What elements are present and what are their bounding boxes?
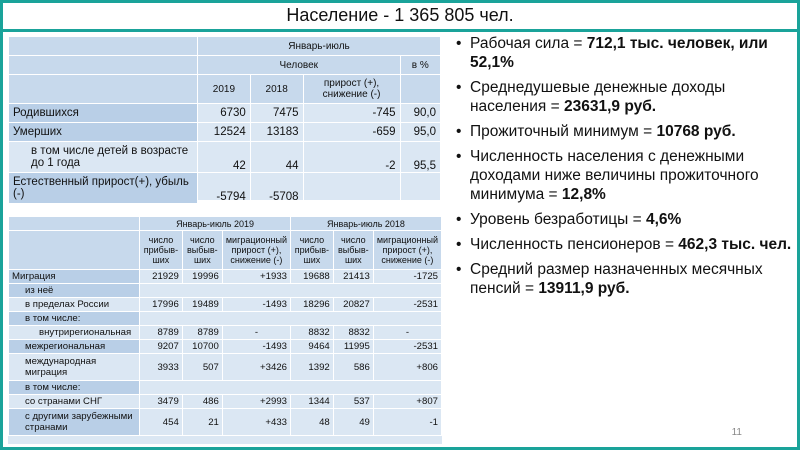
cell: 10700 — [182, 340, 222, 354]
cell: 9464 — [291, 340, 334, 354]
cell: +433 — [222, 409, 290, 436]
cell: 21413 — [333, 270, 373, 284]
cell: 9207 — [140, 340, 183, 354]
cell-2018: 7475 — [250, 104, 303, 123]
cell: +806 — [373, 354, 441, 381]
corner-cell — [9, 231, 140, 270]
cell: -1725 — [373, 270, 441, 284]
group-2018-header: Январь-июль 2018 — [291, 217, 442, 231]
row-label: со странами СНГ — [9, 395, 140, 409]
bullet-text: Средний размер назначенных месячных пенсий = — [470, 261, 763, 297]
table-row — [9, 326, 442, 340]
list-item — [470, 210, 792, 229]
bullet-value: 462,3 тыс. чел. — [678, 236, 792, 253]
cell: 3933 — [140, 354, 183, 381]
table-row — [9, 298, 442, 312]
row-label: Миграция — [9, 270, 140, 284]
cell-2018: -5708 — [250, 173, 303, 204]
group-2019-header: Январь-июль 2019 — [140, 217, 291, 231]
cell-pct: 95,0 — [400, 123, 440, 142]
arrived-header: число прибыв-ших — [140, 231, 183, 270]
table-row — [9, 381, 442, 395]
migration-table — [8, 216, 442, 444]
empty-cell — [140, 312, 442, 326]
cell-delta: -745 — [303, 104, 400, 123]
corner-cell — [9, 56, 198, 75]
cell-2019: 12524 — [198, 123, 251, 142]
empty-cell — [140, 381, 442, 395]
bullet-text: Численность пенсионеров = — [470, 236, 679, 253]
cell: 49 — [333, 409, 373, 436]
list-item — [470, 260, 792, 298]
cell: 20827 — [333, 298, 373, 312]
natural-movement-table — [8, 36, 441, 203]
cell: 586 — [333, 354, 373, 381]
table-row — [9, 409, 442, 436]
table-row — [9, 354, 442, 381]
col-percent-header: в % — [400, 56, 440, 75]
cell: 8832 — [333, 326, 373, 340]
row-label: международная миграция — [9, 354, 140, 381]
cell-pct: 90,0 — [400, 104, 440, 123]
cell: 8789 — [182, 326, 222, 340]
bullet-value: 23631,9 руб. — [563, 98, 657, 115]
col-group-header: Январь-июль — [198, 37, 441, 56]
bullet-value: 4,6% — [645, 211, 682, 228]
cell: 19688 — [291, 270, 334, 284]
list-item — [470, 235, 792, 254]
row-label: Умерших — [9, 123, 198, 142]
bullet-value: 10768 руб. — [656, 123, 736, 140]
cell-2018: 44 — [250, 142, 303, 173]
row-label: Родившихся — [9, 104, 198, 123]
bullet-text: Среднедушевые денежные доходы населения = — [470, 79, 726, 115]
table-row — [9, 123, 441, 142]
table-row — [9, 142, 441, 173]
migration-header: миграционный прирост (+), снижение (-) — [222, 231, 290, 270]
page-number: 11 — [731, 427, 742, 438]
cell: -1493 — [222, 298, 290, 312]
bullet-text: Численность населения с денежными доходами ниже величины прожиточного минимума = — [470, 148, 759, 203]
table-row — [9, 340, 442, 354]
cell: 19996 — [182, 270, 222, 284]
cell: -1493 — [222, 340, 290, 354]
table-row — [9, 104, 441, 123]
delta-header: прирост (+), снижение (-) — [303, 75, 400, 104]
bullet-value: 712,1 тыс. человек, или 52,1% — [470, 35, 768, 71]
row-label: межрегиональная — [9, 340, 140, 354]
row-label: в том числе детей в возрасте до 1 года — [9, 142, 198, 173]
row-label: в том числе: — [9, 381, 140, 395]
corner-cell — [9, 37, 198, 56]
cell: -2531 — [373, 340, 441, 354]
arrived-header: число прибыв-ших — [291, 231, 334, 270]
row-label: в том числе: — [9, 312, 140, 326]
cell: +3426 — [222, 354, 290, 381]
cell: 18296 — [291, 298, 334, 312]
table-row — [9, 284, 442, 298]
list-item — [470, 78, 792, 116]
cell: 17996 — [140, 298, 183, 312]
cell: 11995 — [333, 340, 373, 354]
cell-delta: -659 — [303, 123, 400, 142]
bullet-text: Прожиточный минимум = — [470, 123, 657, 140]
empty-cell — [140, 284, 442, 298]
bullet-text: Рабочая сила = — [470, 35, 587, 52]
cell: - — [373, 326, 441, 340]
year-2018-header: 2018 — [250, 75, 303, 104]
slide-title: Население - 1 365 805 чел. — [286, 5, 514, 25]
table-row — [9, 173, 441, 204]
row-label: с другими зарубежными странами — [9, 409, 140, 436]
indicator-list — [454, 34, 792, 304]
cell: 454 — [140, 409, 183, 436]
cell-delta — [303, 173, 400, 204]
departed-header: число выбыв-ших — [333, 231, 373, 270]
title-divider — [3, 29, 797, 32]
cell: 21929 — [140, 270, 183, 284]
list-item — [470, 147, 792, 204]
bullet-value: 12,8% — [561, 186, 606, 203]
cell: 19489 — [182, 298, 222, 312]
cell: 1344 — [291, 395, 334, 409]
migration-header: миграционный прирост (+), снижение (-) — [373, 231, 441, 270]
cell: 537 — [333, 395, 373, 409]
cell-2019: -5794 — [198, 173, 251, 204]
bullet-value: 13911,9 руб. — [538, 280, 630, 297]
cell: 21 — [182, 409, 222, 436]
corner-cell — [9, 75, 198, 104]
percent-subheader — [400, 75, 440, 104]
row-label: в пределах России — [9, 298, 140, 312]
cell-2019: 42 — [198, 142, 251, 173]
departed-header: число выбыв-ших — [182, 231, 222, 270]
cell-2018: 13183 — [250, 123, 303, 142]
row-label: внутрирегиональная — [9, 326, 140, 340]
cell: -1 — [373, 409, 441, 436]
table-row — [9, 312, 442, 326]
cell: - — [222, 326, 290, 340]
cell: 486 — [182, 395, 222, 409]
cell: 48 — [291, 409, 334, 436]
row-label: Естественный прирост(+), убыль (-) — [9, 173, 198, 204]
bullet-text: Уровень безработицы = — [470, 211, 646, 228]
cell: 8789 — [140, 326, 183, 340]
cell-pct: 95,5 — [400, 142, 440, 173]
cell: -2531 — [373, 298, 441, 312]
corner-cell — [9, 217, 140, 231]
cell-2019: 6730 — [198, 104, 251, 123]
row-label: из неё — [9, 284, 140, 298]
cell: 3479 — [140, 395, 183, 409]
list-item — [470, 122, 792, 141]
col-people-header: Человек — [198, 56, 401, 75]
cell: +807 — [373, 395, 441, 409]
cell: 507 — [182, 354, 222, 381]
cell: 8832 — [291, 326, 334, 340]
cell: 1392 — [291, 354, 334, 381]
cell-pct — [400, 173, 440, 204]
cell: +1933 — [222, 270, 290, 284]
list-item — [470, 34, 792, 72]
cell: +2993 — [222, 395, 290, 409]
table-row — [9, 270, 442, 284]
table-row — [9, 395, 442, 409]
cell-delta: -2 — [303, 142, 400, 173]
year-2019-header: 2019 — [198, 75, 251, 104]
